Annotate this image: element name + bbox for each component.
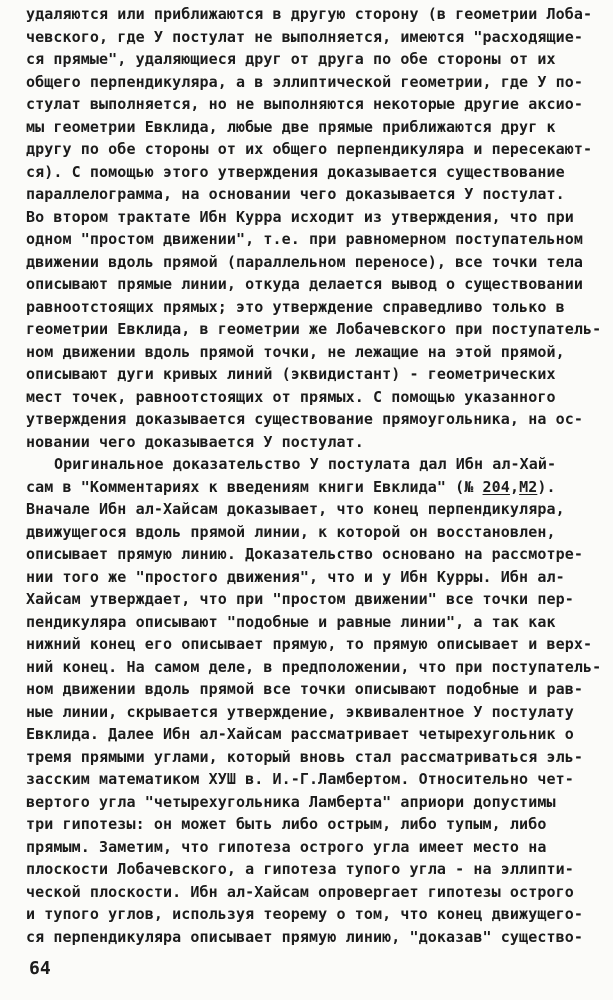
text-line: ном движении вдоль прямой точки, не лежащие на этой прямой,	[26, 342, 565, 361]
text-line: ном движении вдоль прямой все точки описывают подобные и рав-	[26, 680, 583, 698]
text-segment: ,	[509, 477, 520, 496]
page-number: 64	[29, 958, 51, 979]
text-line: ся). С помощью этого утверждения доказывается существование	[26, 162, 565, 181]
text-line: и тупого углов, используя теорему о том, что конец движущего-	[26, 905, 583, 923]
text-line: описывает прямую линию. Доказательство основано на рассмотре-	[26, 545, 583, 563]
text-line: новании чего доказывается У постулат.	[26, 432, 364, 451]
text-line: Во втором трактате Ибн Курра исходит из утверждения, что при	[26, 207, 574, 226]
underlined-reference: М2	[519, 477, 538, 496]
text-line: нижний конец его описывает прямую, то прямую описывает и верх-	[26, 635, 593, 653]
text-line: ся прямые", удаляющиеся друг от друга по обе стороны от их	[26, 50, 556, 68]
text-line: описывают дуги кривых линий (эквидистант) - геометрических	[26, 365, 556, 383]
text-line: Евклида. Далее Ибн ал-Хайсам рассматривает четырехугольник о	[26, 725, 574, 743]
text-line: утверждения доказывается существование прямоугольника, на ос-	[26, 410, 583, 428]
text-line: ний конец. На самом деле, в предположении, что при поступатель-	[26, 657, 602, 676]
text-line: ные линии, скрывается утверждение, эквивалентное У постулату	[26, 702, 574, 721]
text-line: одном "простом движении", т.е. при равномерном поступательном	[26, 230, 583, 248]
text-line: тремя прямыми углами, который вновь стал рассматриваться эль-	[26, 747, 583, 766]
text-line: Хайсам утверждает, что при "простом движении" все точки пер-	[26, 590, 574, 608]
body-text	[26, 3, 601, 948]
text-line: мы геометрии Евклида, любые две прямые приближаются друг к	[26, 117, 556, 136]
text-line: пендикуляра описывают "подобные и равные линии", а так как	[26, 612, 556, 631]
text-line: другу по обе стороны от их общего перпендикуляра и пересекают-	[26, 140, 593, 158]
text-line: геометрии Евклида, в геометрии же Лобачевского при поступатель-	[26, 320, 602, 338]
text-line: общего перпендикуляра, а в эллиптической геометрии, где У по-	[26, 72, 583, 91]
text-line: плоскости Лобачевского, а гипотеза тупого угла - на эллипти-	[26, 860, 574, 878]
text-line: Оригинальное доказательство У постулата дал Ибн ал-Хай-	[54, 455, 557, 473]
text-line: засским математиком ХУШ в. И.-Г.Ламбертом. Относительно чет-	[26, 770, 574, 788]
text-line: чевского, где У постулат не выполняется, имеются "расходящие-	[26, 27, 583, 46]
text-line: описывают прямые линии, откуда делается вывод о существовании	[26, 275, 583, 293]
text-segment: ).	[537, 477, 556, 496]
text-line: удаляются или приближаются в другую сторону (в геометрии Лоба-	[26, 5, 593, 23]
text-line: вертого угла "четырехугольника Ламберта" априори допустимы	[26, 792, 556, 811]
underlined-reference: 204	[482, 477, 510, 496]
text-line: стулат выполняется, но не выполняются некоторые другие аксио-	[26, 95, 583, 113]
text-line: параллелограмма, на основании чего доказывается У постулат.	[26, 185, 565, 203]
text-line: прямым. Заметим, что гипотеза острого угла имеет место на	[26, 837, 547, 856]
text-line	[26, 476, 601, 499]
text-segment: сам в "Комментариях к введениям книги Евклида" (№	[26, 477, 483, 496]
text-line: равноотстоящих прямых; это утверждение справедливо только в	[26, 297, 565, 316]
text-line: мест точек, равноотстоящих от прямых. С помощью указанного	[26, 387, 556, 406]
text-line: движущегося вдоль прямой линии, к которой он восстановлен,	[26, 522, 556, 541]
text-line: три гипотезы: он может быть либо острым, либо тупым, либо	[26, 815, 547, 833]
text-line: ся перпендикуляра описывает прямую линию, "доказав" существо-	[26, 927, 583, 946]
text-line: Вначале Ибн ал-Хайсам доказывает, что конец перпендикуляра,	[26, 500, 565, 518]
text-line: движении вдоль прямой (параллельном переносе), все точки тела	[26, 252, 583, 271]
text-line: ческой плоскости. Ибн ал-Хайсам опровергает гипотезы острого	[26, 882, 574, 901]
text-line: нии того же "простого движения", что и у Ибн Курры. Ибн ал-	[26, 567, 565, 586]
